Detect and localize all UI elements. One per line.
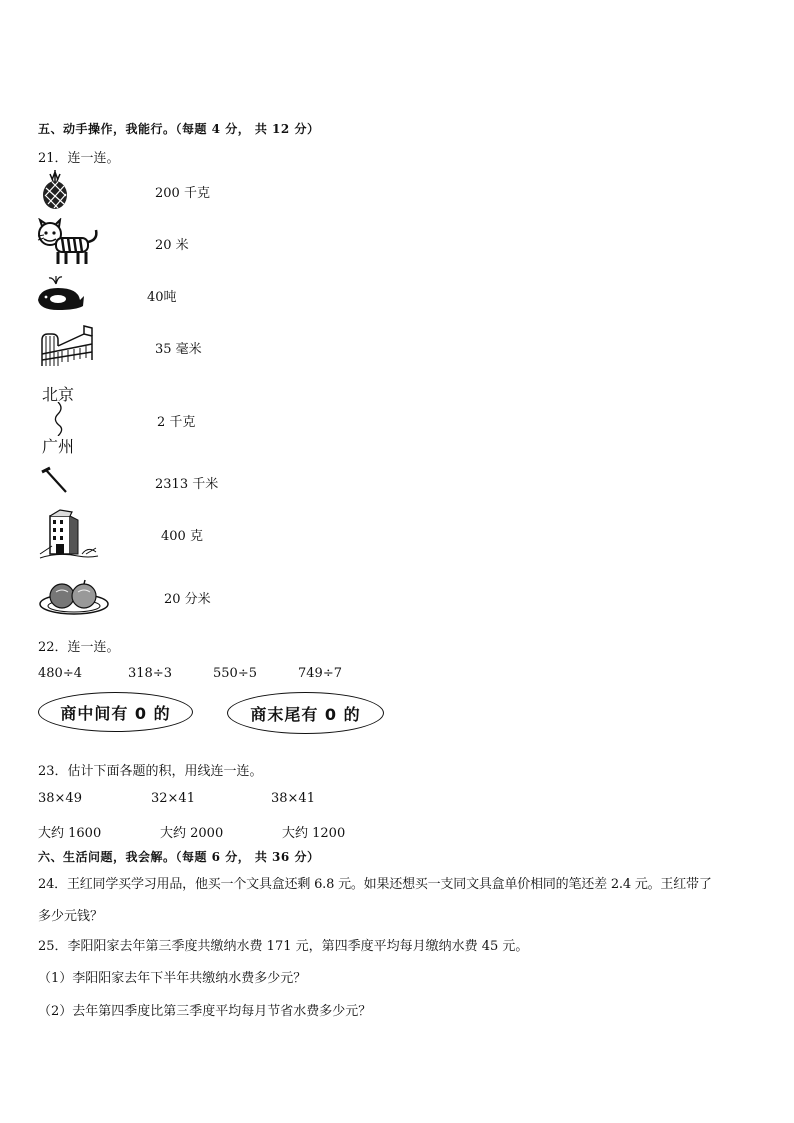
q23-expression-2: 32×41	[151, 791, 195, 806]
question-24-line-1: 24．王红同学买学习用品，他买一个文具盒还剩 6.8 元。如果还想买一支同文具盒单价相同的笔还差 2.4 元。王红带了	[38, 877, 712, 892]
q23-expression-1: 38×49	[38, 791, 82, 806]
whale-icon	[36, 274, 86, 314]
oval-quotient-middle-zero	[38, 692, 193, 732]
building-icon	[38, 506, 100, 560]
oval-quotient-end-zero-label: 商末尾有 0 的	[250, 704, 361, 724]
map-top-label: 北京	[42, 385, 75, 404]
fruit-plate-icon	[38, 576, 110, 616]
question-25-sub-2: （2）去年第四季度比第三季度平均每月节省水费多少元？	[38, 1004, 372, 1019]
q21-label-5: 2 千克	[157, 415, 196, 430]
question-24-line-2: 多少元钱？	[38, 909, 104, 924]
section-5-title: 五、动手操作，我能行。（每题 4 分， 共 12 分）	[38, 122, 320, 136]
section-6-title: 六、生活问题，我会解。（每题 6 分， 共 36 分）	[38, 850, 320, 864]
q21-label-1: 200 千克	[155, 186, 210, 201]
q21-label-7: 400 克	[161, 529, 203, 544]
q23-expression-3: 38×41	[271, 791, 315, 806]
question-22-prompt: 22．连一连。	[38, 640, 120, 655]
question-25-stem: 25．李阳阳家去年第三季度共缴纳水费 171 元，第四季度平均每月缴纳水费 45 元。	[38, 939, 529, 954]
map-bottom-label: 广州	[42, 437, 75, 456]
tiger-icon	[36, 218, 102, 268]
q21-label-3: 40吨	[147, 290, 177, 305]
q21-label-8: 20 分米	[164, 592, 211, 607]
q22-expression-3: 550÷5	[213, 666, 257, 681]
question-21-prompt: 21．连一连。	[38, 151, 120, 166]
map-route-icon	[40, 382, 90, 458]
question-25-sub-1: （1）李阳阳家去年下半年共缴纳水费多少元？	[38, 971, 307, 986]
pineapple-icon	[38, 170, 72, 210]
nail-icon	[40, 466, 70, 496]
oval-quotient-end-zero	[227, 692, 384, 734]
q23-estimate-1: 大约 1600	[38, 826, 102, 841]
q22-expression-1: 480÷4	[38, 666, 82, 681]
q21-label-4: 35 毫米	[155, 342, 202, 357]
q21-label-6: 2313 千米	[155, 477, 219, 492]
oval-quotient-middle-zero-label: 商中间有 0 的	[60, 703, 171, 723]
q22-expression-4: 749÷7	[298, 666, 342, 681]
q22-expression-2: 318÷3	[128, 666, 172, 681]
question-23-prompt: 23．估计下面各题的积，用线连一连。	[38, 764, 263, 779]
q21-label-2: 20 米	[155, 238, 189, 253]
bed-icon	[38, 322, 94, 368]
q23-estimate-2: 大约 2000	[160, 826, 224, 841]
q23-estimate-3: 大约 1200	[282, 826, 346, 841]
